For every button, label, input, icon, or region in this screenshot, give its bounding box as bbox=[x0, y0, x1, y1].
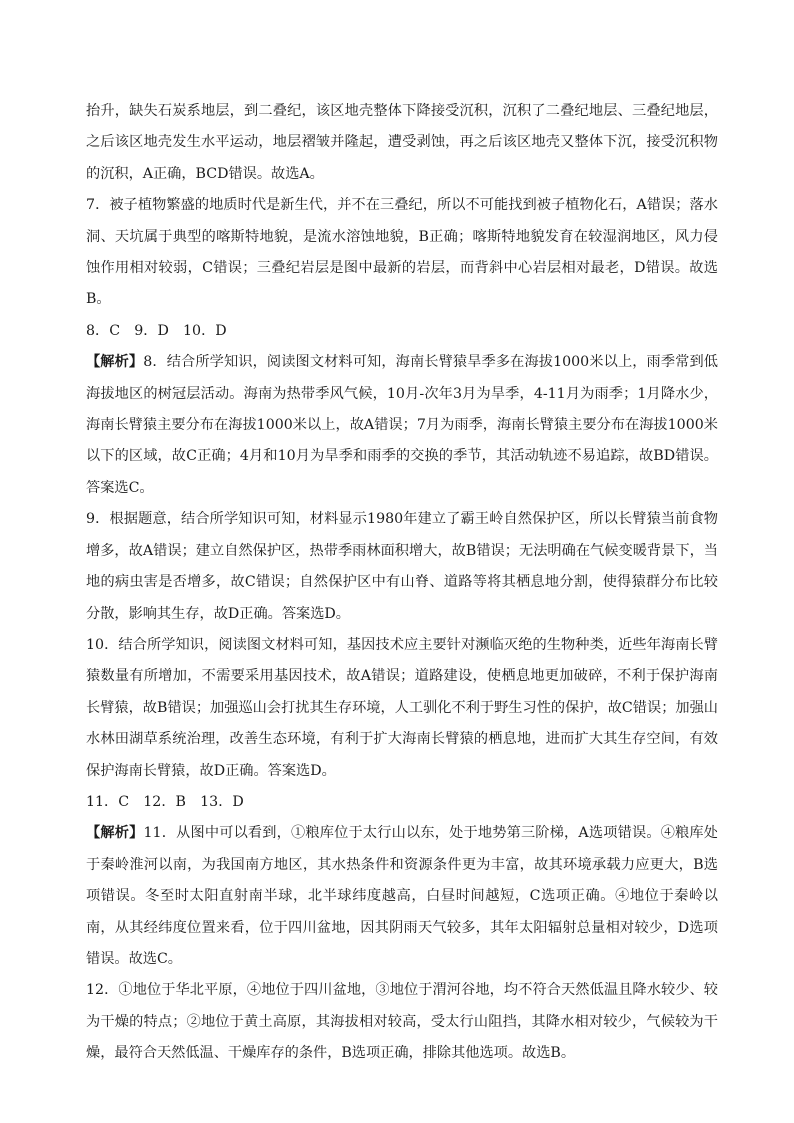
paragraph-q12 bbox=[86, 975, 718, 1069]
answer-key-8-10 bbox=[86, 316, 718, 347]
paragraph-text: 12．①地位于华北平原，④地位于四川盆地，③地位于渭河谷地，均不符合天然低温且降水较少、较为干燥的特点；②地位于黄土高原，其海拔相对较高，受太行山阻挡，其降水相对较少，气候较为干燥，最符合天然低温、干燥库存的条件，B选项正确，排除其他选项。故选B。 bbox=[86, 982, 718, 1062]
paragraph-q11 bbox=[86, 818, 718, 975]
paragraph-text: 10．结合所学知识，阅读图文材料可知，基因技术应主要针对濒临灭绝的生物种类，近些年海南长臂猿数量有所增加，不需要采用基因技术，故A错误；道路建设，使栖息地更加破碎，不利于保护海南长臂猿，故B错误；加强巡山会打扰其生存环境，人工驯化不利于野生习性的保护，故C错误；加强山水林田湖草系统治理，改善生态环境，有利于扩大海南长臂猿的栖息地，进而扩大其生存空间，有效保护海南长臂猿，故D正确。答案选D。 bbox=[86, 636, 718, 779]
paragraph-text: 8．结合所学知识，阅读图文材料可知，海南长臂猿旱季多在海拔1000米以上，雨季常到低海拔地区的树冠层活动。海南为热带季风气候，10月-次年3月为旱季，4-11月为雨季；1月降水少，海南长臂猿主要分布在海拔1000米以上，故A错误；7月为雨季，海南长臂猿主要分布在海拔1000米以下的区域，故C正确；4月和10月为旱季和雨季的交换的季节，其活动轨迹不易追踪，故BD错误。答案选C。 bbox=[86, 354, 718, 496]
answer-key-text: 8．C 9．D 10．D bbox=[86, 322, 227, 339]
paragraph-continuation bbox=[86, 96, 718, 190]
analysis-label: 【解析】 bbox=[86, 825, 144, 842]
paragraph-text: 11．从图中可以看到，①粮库位于太行山以东，处于地势第三阶梯，A选项错误。④粮库处于秦岭淮河以南，为我国南方地区，其水热条件和资源条件更为丰富，故其环境承载力应更大，B选项错误。冬至时太阳直射南半球，北半球纬度越高，白昼时间越短，C选项正确。④地位于秦岭以南，从其经纬度位置来看，位于四川盆地，因其阴雨天气较多，其年太阳辐射总量相对较少，D选项错误。故选C。 bbox=[86, 825, 718, 967]
paragraph-q7 bbox=[86, 190, 718, 316]
paragraph-text: 9．根据题意，结合所学知识可知，材料显示1980年建立了霸王岭自然保护区，所以长臂猿当前食物增多，故A错误；建立自然保护区，热带季雨林面积增大，故B错误；无法明确在气候变暖背景下，当地的病虫害是否增多，故C错误；自然保护区中有山脊、道路等将其栖息地分割，使得猿群分布比较分散，影响其生存，故D正确。答案选D。 bbox=[86, 511, 718, 622]
analysis-label: 【解析】 bbox=[86, 354, 144, 371]
answer-key-text: 11．C 12．B 13．D bbox=[86, 793, 244, 810]
answer-explanation-text bbox=[86, 96, 718, 1070]
paragraph-q10 bbox=[86, 630, 718, 787]
paragraph-q9 bbox=[86, 504, 718, 630]
paragraph-text: 7．被子植物繁盛的地质时代是新生代，并不在三叠纪，所以不可能找到被子植物化石，A错误；落水洞、天坑属于典型的喀斯特地貌，是流水溶蚀地貌，B正确；喀斯特地貌发育在较湿润地区，风力侵蚀作用相对较弱，C错误；三叠纪岩层是图中最新的岩层，而背斜中心岩层相对最老，D错误。故选B。 bbox=[86, 197, 718, 308]
answer-key-11-13 bbox=[86, 787, 718, 818]
paragraph-text: 抬升，缺失石炭系地层，到二叠纪，该区地壳整体下降接受沉积，沉积了二叠纪地层、三叠纪地层，之后该区地壳发生水平运动，地层褶皱并隆起，遭受剥蚀，再之后该区地壳又整体下沉，接受沉积物的沉积，A正确，BCD错误。故选A。 bbox=[86, 103, 718, 182]
paragraph-q8 bbox=[86, 347, 718, 504]
